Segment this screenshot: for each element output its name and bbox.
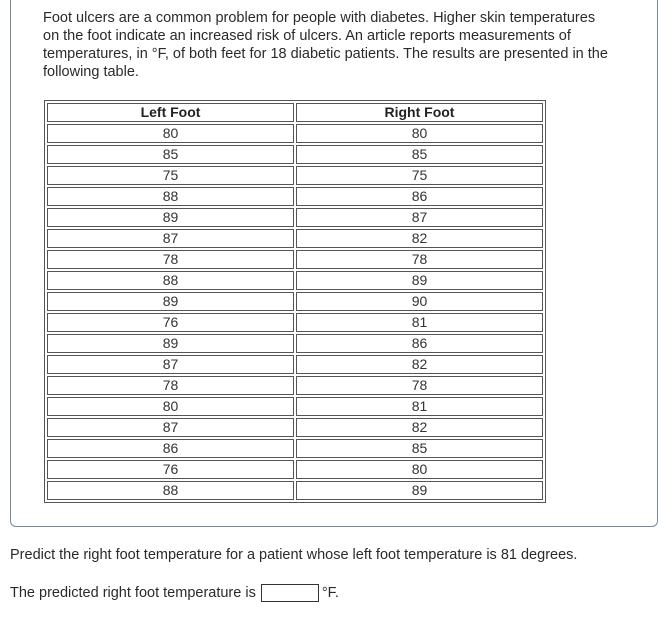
column-header-right-foot: Right Foot <box>296 103 543 122</box>
right-foot-cell: 78 <box>296 250 543 269</box>
left-foot-cell: 75 <box>47 166 294 185</box>
table-row <box>47 124 543 143</box>
right-foot-cell: 80 <box>296 124 543 143</box>
temperature-table <box>44 100 546 503</box>
left-foot-cell: 80 <box>47 397 294 416</box>
left-foot-cell: 80 <box>47 124 294 143</box>
table-row <box>47 481 543 500</box>
table-row <box>47 208 543 227</box>
right-foot-cell: 80 <box>296 460 543 479</box>
table-row <box>47 334 543 353</box>
right-foot-cell: 85 <box>296 439 543 458</box>
left-foot-cell: 87 <box>47 229 294 248</box>
table-header-row <box>47 103 543 122</box>
left-foot-cell: 89 <box>47 334 294 353</box>
right-foot-cell: 82 <box>296 229 543 248</box>
table-body <box>47 124 543 500</box>
left-foot-cell: 78 <box>47 250 294 269</box>
left-foot-cell: 76 <box>47 313 294 332</box>
table-row <box>47 292 543 311</box>
table-row <box>47 313 543 332</box>
left-foot-cell: 88 <box>47 187 294 206</box>
left-foot-cell: 89 <box>47 208 294 227</box>
right-foot-cell: 85 <box>296 145 543 164</box>
right-foot-cell: 86 <box>296 187 543 206</box>
right-foot-cell: 78 <box>296 376 543 395</box>
right-foot-cell: 81 <box>296 397 543 416</box>
right-foot-cell: 82 <box>296 418 543 437</box>
column-header-left-foot: Left Foot <box>47 103 294 122</box>
left-foot-cell: 88 <box>47 481 294 500</box>
left-foot-cell: 85 <box>47 145 294 164</box>
answer-unit: °F. <box>321 585 339 601</box>
right-foot-cell: 81 <box>296 313 543 332</box>
right-foot-cell: 87 <box>296 208 543 227</box>
left-foot-cell: 78 <box>47 376 294 395</box>
right-foot-cell: 75 <box>296 166 543 185</box>
right-foot-cell: 89 <box>296 271 543 290</box>
table-row <box>47 145 543 164</box>
table-row <box>47 355 543 374</box>
answer-input[interactable] <box>261 584 319 602</box>
table-row <box>47 376 543 395</box>
left-foot-cell: 89 <box>47 292 294 311</box>
left-foot-cell: 87 <box>47 355 294 374</box>
right-foot-cell: 82 <box>296 355 543 374</box>
table-row <box>47 418 543 437</box>
table-row <box>47 229 543 248</box>
left-foot-cell: 76 <box>47 460 294 479</box>
right-foot-cell: 90 <box>296 292 543 311</box>
right-foot-cell: 89 <box>296 481 543 500</box>
table-row <box>47 439 543 458</box>
left-foot-cell: 86 <box>47 439 294 458</box>
problem-intro: Foot ulcers are a common problem for people with diabetes. Higher skin temperatures on the foot indicate an increased risk of ulcers. An article reports measurements of temperatures, in °F, of both feet for 18 diabetic patients. The results are presented in the following table. <box>43 10 608 80</box>
right-foot-cell: 86 <box>296 334 543 353</box>
table-row <box>47 166 543 185</box>
table-row <box>47 271 543 290</box>
question-text: Predict the right foot temperature for a patient whose left foot temperature is 81 degrees. <box>10 547 578 563</box>
answer-prefix: The predicted right foot temperature is <box>10 585 256 601</box>
table-row <box>47 397 543 416</box>
left-foot-cell: 87 <box>47 418 294 437</box>
table-row <box>47 460 543 479</box>
left-foot-cell: 88 <box>47 271 294 290</box>
table-row <box>47 187 543 206</box>
table-row <box>47 250 543 269</box>
answer-line <box>10 584 339 602</box>
